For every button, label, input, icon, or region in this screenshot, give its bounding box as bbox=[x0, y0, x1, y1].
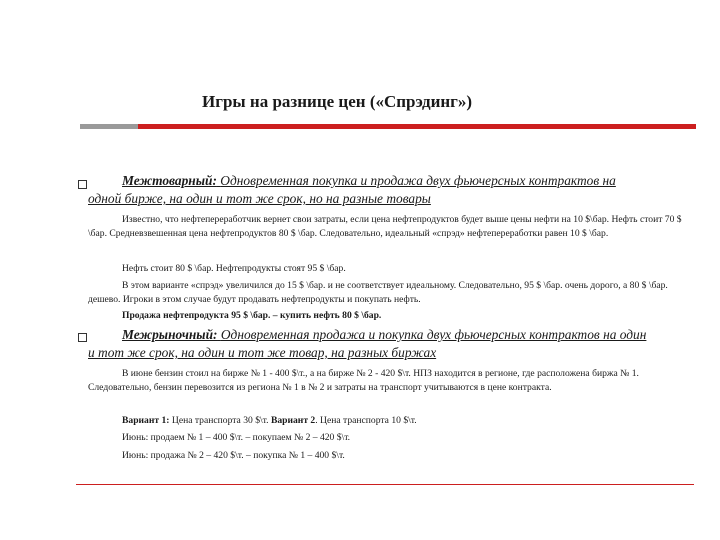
section2-paragraph-1: В июне бензин стоил на бирже № 1 - 400 $\т., а на бирже № 2 - 420 $\т. НПЗ находится в регионе, где расположена биржа № 1. Следовательно, бензин перевозится из региона № 1 в № 2 и затраты на транспорт учитываются в цене контракта. bbox=[88, 368, 639, 393]
section2-paragraph-4: Июнь: продажа № 2 – 420 $\т. – покупка № 1 – 400 $\т. bbox=[122, 450, 345, 461]
section2-label: Межрыночный: bbox=[122, 327, 218, 342]
variant1-text: Цена транспорта 30 $\т. bbox=[169, 415, 271, 426]
variant2-label: Вариант 2 bbox=[270, 415, 316, 426]
section2-variants bbox=[88, 414, 688, 428]
section1-label: Межтоварный: bbox=[122, 173, 217, 188]
variant1-label: Вариант 1: bbox=[122, 415, 170, 426]
square-bullet-icon bbox=[78, 180, 87, 189]
section1-paragraph-4 bbox=[88, 309, 688, 323]
slide-title: Игры на разнице цен («Спрэдинг») bbox=[202, 92, 473, 111]
section1-definition: Одновременная покупка и продажа двух фьючерсных контрактов на одной бирже, на один и тот же срок, но на разные товары bbox=[88, 173, 616, 206]
section2-heading bbox=[88, 326, 648, 362]
title-rule-grey bbox=[80, 124, 138, 129]
section2-paragraph-3: Июнь: продаем № 1 – 400 $\т. – покупаем № 2 – 420 $\т. bbox=[122, 432, 351, 443]
square-bullet-icon bbox=[78, 333, 87, 342]
section1-paragraph-3: В этом варианте «спрэд» увеличился до 15 $ \бар. и не соответствует идеальному. Следовательно, 95 $ \бар. очень дорого, а 80 $ \бар. дешево. Игроки в этом случае будут продавать нефтепродукты и покупать нефть. bbox=[88, 280, 668, 305]
section1-conclusion: Продажа нефтепродукта 95 $ \бар. – купить нефть 80 $ \бар. bbox=[122, 310, 382, 321]
section2-definition: Одновременная продажа и покупка двух фьючерсных контрактов на один и тот же срок, на один и тот же товар, на разных биржах bbox=[88, 327, 647, 360]
section1-heading bbox=[88, 172, 648, 208]
footer-rule bbox=[76, 484, 694, 485]
section1-paragraph-2: Нефть стоит 80 $ \бар. Нефтепродукты стоят 95 $ \бар. bbox=[122, 263, 346, 274]
title-rule-red bbox=[138, 124, 696, 129]
section1-paragraph-1: Известно, что нефтепереработчик вернет свои затраты, если цена нефтепродуктов будет выше цены нефти на 10 $\бар. Нефть стоит 70 $ \бар. Средневзвешенная цена нефтепродуктов 80 $ \бар. Следовательно, идеальный «спрэд» нефтепереработки равен 10 $ \бар. bbox=[88, 214, 682, 239]
variant2-text: . Цена транспорта 10 $\т. bbox=[315, 415, 417, 426]
